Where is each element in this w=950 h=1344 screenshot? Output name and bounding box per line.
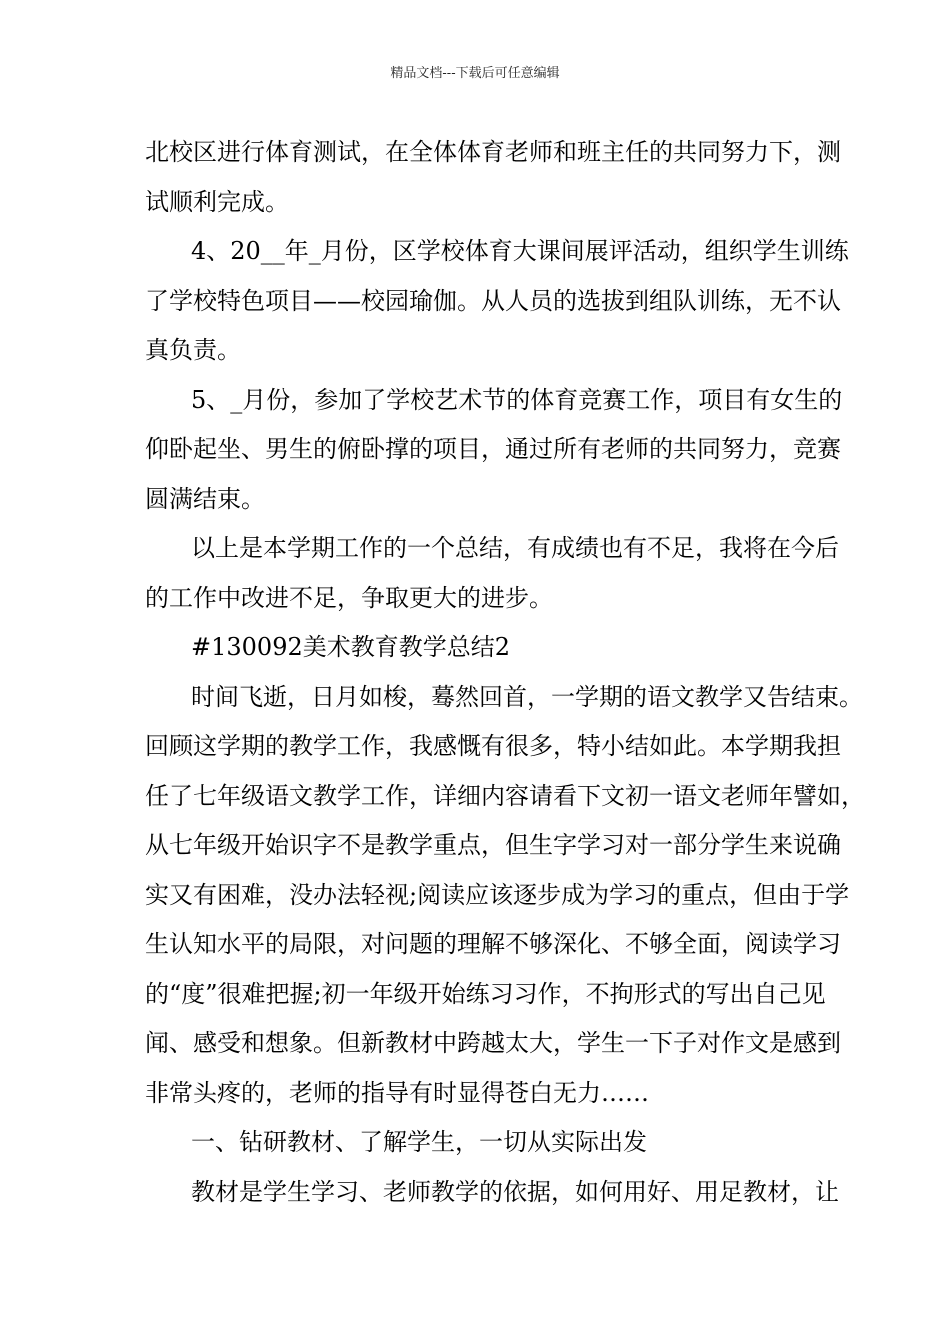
page-header: 精品文档---下载后可任意编辑 (390, 66, 560, 81)
text-line: 的工作中改进不足，争取更大的进步。 (145, 583, 553, 612)
text-line: 试顺利完成。 (145, 187, 289, 216)
text-line: 真负责。 (145, 336, 241, 364)
text-line: 4、20__年_月份，区学校体育大课间展评活动，组织学生训练 (191, 237, 849, 265)
text-line: 任了七年级语文教学工作，详细内容请看下文初一语文老师年譬如， (145, 781, 865, 810)
text-line: 5、_月份，参加了学校艺术节的体育竞赛工作，项目有女生的 (191, 385, 843, 414)
text-line: 实又有困难，没办法轻视;阅读应该逐步成为学习的重点，但由于学 (145, 880, 850, 909)
section-heading: 一、钻研教材、了解学生，一切从实际出发 (191, 1128, 647, 1156)
text-line: 非常头疼的，老师的指导有时显得苍白无力…… (145, 1078, 649, 1107)
text-line: 了学校特色项目——校园瑜伽。从人员的选拔到组队训练，无不认 (145, 286, 841, 315)
text-line: 圆满结束。 (145, 484, 265, 513)
text-line: 从七年级开始识字不是教学重点，但生字学习对一部分学生来说确 (145, 831, 841, 859)
text-line: 北校区进行体育测试，在全体体育老师和班主任的共同努力下，测 (145, 138, 841, 166)
text-line: 教材是学生学习、老师教学的依据，如何用好、用足教材，让 (191, 1177, 839, 1206)
text-line: 闻、感受和想象。但新教材中跨越太大，学生一下子对作文是感到 (145, 1029, 841, 1057)
text-line: 生认知水平的局限，对问题的理解不够深化、不够全面，阅读学习 (145, 930, 841, 958)
section-heading: #130092美术教育教学总结2 (191, 633, 510, 661)
text-line: 回顾这学期的教学工作，我感慨有很多，特小结如此。本学期我担 (145, 732, 841, 760)
document-body (145, 132, 865, 1221)
text-line: 时间飞逝，日月如梭，蓦然回首，一学期的语文教学又告结束。 (191, 682, 863, 711)
text-line: 以上是本学期工作的一个总结，有成绩也有不足，我将在今后 (191, 534, 839, 562)
text-line: 的“度”很难把握;初一年级开始练习习作，不拘形式的写出自己见 (145, 979, 826, 1008)
text-line: 仰卧起坐、男生的俯卧撑的项目，通过所有老师的共同努力，竞赛 (145, 435, 841, 463)
